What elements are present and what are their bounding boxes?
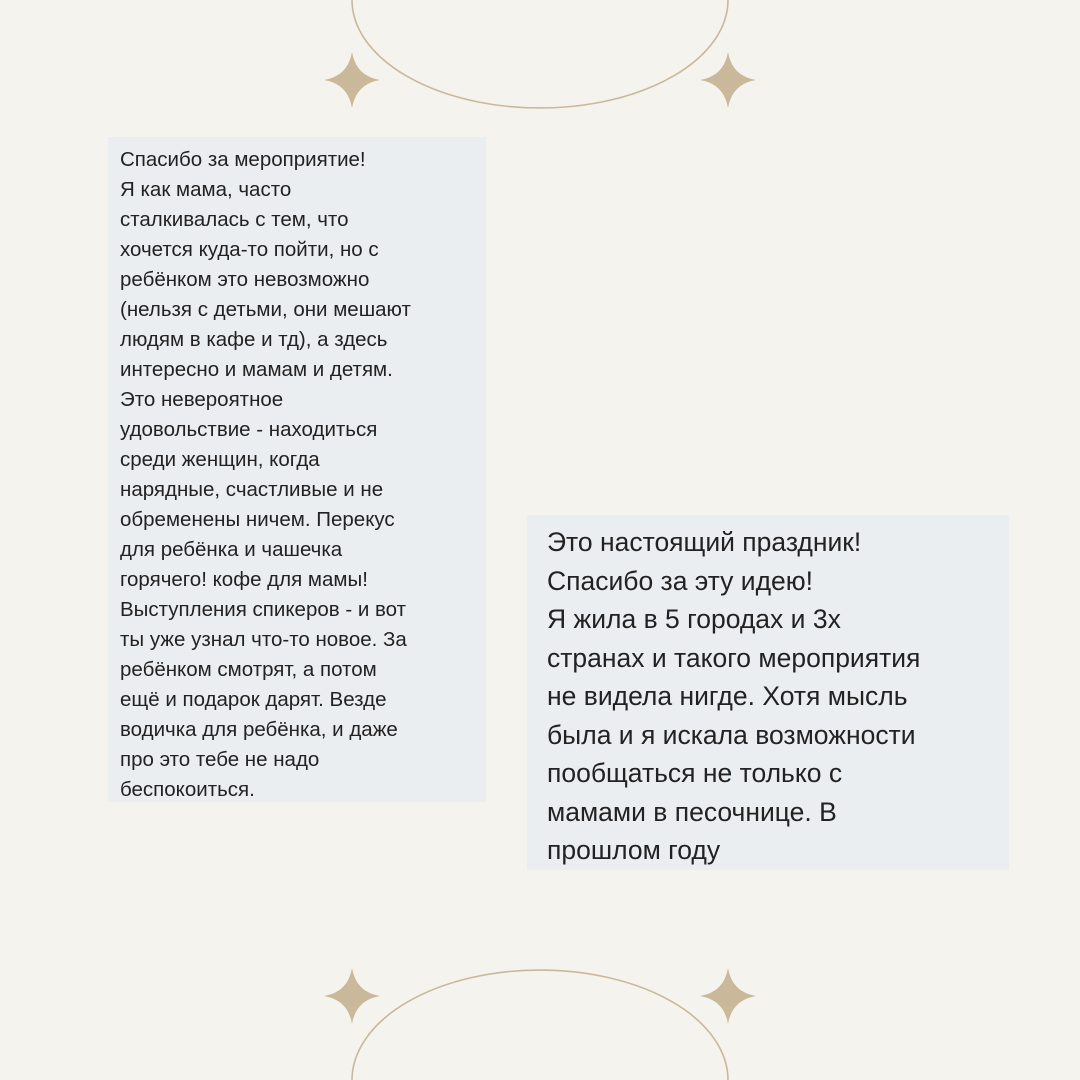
- message-line: сталкивалась с тем, что: [120, 208, 349, 231]
- message-line: про это тебе не надо: [120, 748, 320, 771]
- sparkle-icon: [324, 52, 380, 108]
- message-line: водичка для ребёнка, и даже: [120, 718, 398, 741]
- message-line: нарядные, счастливые и не: [120, 478, 384, 501]
- message-line: Это настоящий праздник!: [547, 527, 862, 557]
- message-line: ещё и подарок дарят. Везде: [120, 688, 387, 711]
- message-line: прошлом году: [547, 835, 721, 865]
- message-line: для ребёнка и чашечка: [120, 538, 343, 561]
- sparkle-icon: [324, 968, 380, 1024]
- message-line: интересно и мамам и детям.: [120, 358, 393, 381]
- message-line: Спасибо за эту идею!: [547, 565, 814, 596]
- message-line: горячего! кофе для мамы!: [120, 568, 368, 591]
- message-line: пообщаться не только с: [547, 758, 843, 788]
- message-line: (нельзя с детьми, они мешают: [120, 298, 411, 321]
- message-line: беспокоиться.: [120, 778, 255, 801]
- message-line: странах и такого мероприятия: [547, 642, 921, 673]
- bottom-arc-ornament: [352, 970, 728, 1080]
- message-line: Я жила в 5 городах и 3х: [547, 604, 841, 634]
- message-line: удовольствие - находиться: [120, 418, 378, 441]
- message-line: людям в кафе и тд), а здесь: [120, 328, 388, 351]
- message-bubble-left: [108, 137, 486, 802]
- message-line: обременены ничем. Перекус: [120, 508, 395, 531]
- message-line: ты уже узнал что-то новое. За: [120, 628, 407, 651]
- message-line: ребёнком это невозможно: [120, 268, 370, 291]
- message-line: была и я искала возможности: [547, 719, 916, 750]
- message-line: хочется куда-то пойти, но с: [120, 238, 379, 261]
- message-line: Спасибо за мероприятие!: [120, 148, 366, 171]
- sparkle-icon: [700, 968, 756, 1024]
- top-arc-ornament: [352, 0, 728, 108]
- message-line: мамами в песочнице. В: [547, 796, 837, 827]
- message-line: ребёнком смотрят, а потом: [120, 658, 377, 681]
- message-line: не видела нигде. Хотя мысль: [547, 681, 908, 711]
- message-line: Я как мама, часто: [120, 178, 292, 201]
- message-line: среди женщин, когда: [120, 448, 320, 471]
- message-line: Выступления спикеров - и вот: [120, 598, 407, 621]
- message-bubble-right: [527, 515, 1009, 870]
- sparkle-icon: [700, 52, 756, 108]
- message-line: Это невероятное: [120, 388, 284, 411]
